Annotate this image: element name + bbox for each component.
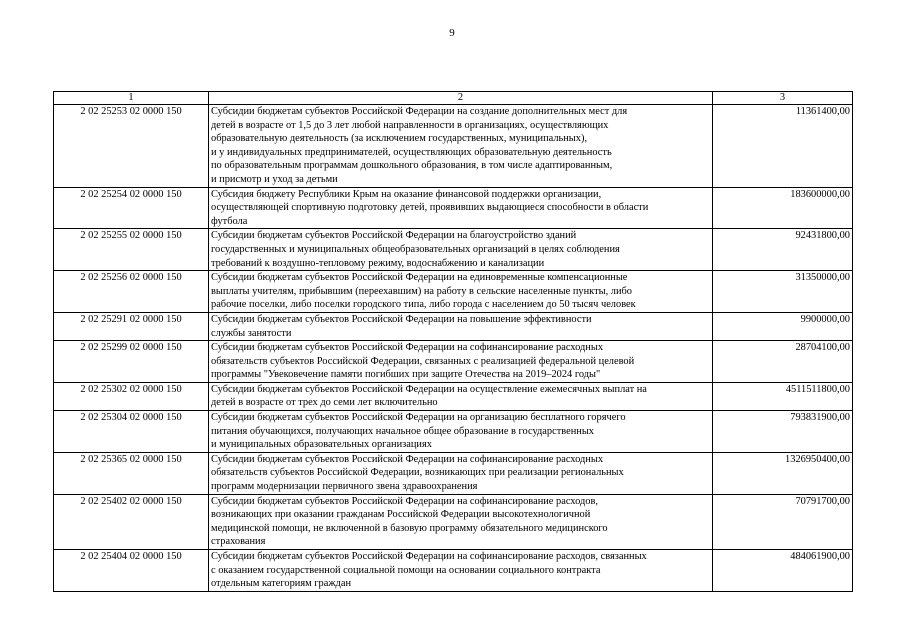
page-number: 9 [449,27,455,39]
header-row [54,92,853,105]
description-line: питания обучающихся, получающих начальное общее образование в государственных [211,425,595,437]
description-line: медицинской помощи, не включенной в базовую программу обязательного медицинского [211,522,608,534]
description-line: требований к воздушно-тепловому режиму, водоснабжению и канализации [211,257,545,269]
description-line: образовательную деятельность (за исключением государственных, муниципальных), [211,133,588,145]
description-line: Субсидии бюджетам субъектов Российской Федерации на создание дополнительных мест для [211,106,628,117]
column-header-description: 2 [209,92,713,105]
amount-cell: 92431800,00 [713,229,853,271]
amount-cell: 484061900,00 [713,550,853,592]
budget-table [53,91,853,592]
description-line: Субсидии бюджетам субъектов Российской Федерации на софинансирование расходных [211,342,604,354]
table-row [54,411,853,453]
description-line: детей в возрасте от 1,5 до 3 лет любой направленности в организациях, осуществляющих [211,119,609,131]
amount-cell: 70791700,00 [713,494,853,549]
description-line: детей в возрасте от трех до семи лет включительно [211,397,438,409]
amount-cell: 9900000,00 [713,312,853,340]
description-line: государственных и муниципальных общеобразовательных организаций в целях соблюдения [211,243,620,255]
table-row [54,187,853,229]
description-line: Субсидии бюджетам субъектов Российской Федерации на софинансирование расходов, [211,495,598,507]
table-row [54,382,853,410]
table-row [54,452,853,494]
description-line: возникающих при оказании гражданам Российской Федерации высокотехнологичной [211,509,591,521]
budget-code-cell: 2 02 25253 02 0000 150 [54,105,209,188]
description-line: Субсидии бюджетам субъектов Российской Федерации на единовременные компенсационные [211,272,628,284]
description-line: Субсидии бюджетам субъектов Российской Федерации на повышение эффективности [211,313,592,325]
description-cell [209,494,713,549]
description-line: страхования [211,536,266,548]
description-cell [209,312,713,340]
description-cell [209,271,713,313]
budget-code-cell: 2 02 25256 02 0000 150 [54,271,209,313]
table-row [54,229,853,271]
description-line: отдельным категориям граждан [211,578,351,590]
description-line: программы "Увековечение памяти погибших при защите Отечества на 2019–2024 годы" [211,369,601,381]
description-line: и муниципальных образовательных организациях [211,439,432,451]
budget-code-cell: 2 02 25402 02 0000 150 [54,494,209,549]
description-line: Субсидии бюджетам субъектов Российской Федерации на софинансирование расходных [211,453,604,465]
description-line: Субсидии бюджетам субъектов Российской Федерации на софинансирование расходов, связанных [211,551,647,562]
table-row [54,550,853,592]
description-line: Субсидии бюджетам субъектов Российской Федерации на благоустройство зданий [211,230,577,242]
description-line: службы занятости [211,327,292,339]
description-line: программ модернизации первичного звена здравоохранения [211,481,478,493]
description-line: футбола [211,215,248,227]
amount-cell: 183600000,00 [713,187,853,229]
description-line: обязательств субъектов Российской Федерации, связанных с реализацией федеральной целевой [211,355,635,367]
description-cell [209,382,713,410]
budget-code-cell: 2 02 25255 02 0000 150 [54,229,209,271]
description-cell [209,411,713,453]
budget-code-cell: 2 02 25365 02 0000 150 [54,452,209,494]
amount-cell: 1326950400,00 [713,452,853,494]
budget-code-cell: 2 02 25254 02 0000 150 [54,187,209,229]
amount-cell: 793831900,00 [713,411,853,453]
budget-code-cell: 2 02 25304 02 0000 150 [54,411,209,453]
description-line: и у индивидуальных предпринимателей, осуществляющих образовательную деятельность [211,146,612,158]
description-line: с оказанием государственной социальной помощи на основании социального контракта [211,564,601,576]
description-line: рабочие поселки, либо поселки городского типа, либо города с населением до 50 тысяч человек [211,299,636,311]
budget-code-cell: 2 02 25291 02 0000 150 [54,312,209,340]
description-cell [209,105,713,188]
budget-code-cell: 2 02 25302 02 0000 150 [54,382,209,410]
budget-code-cell: 2 02 25299 02 0000 150 [54,341,209,383]
description-line: выплаты учителям, прибывшим (переехавшим) на работу в сельские населенные пункты, либо [211,285,633,297]
description-line: обязательств субъектов Российской Федерации, возникающих при реализации региональных [211,467,624,479]
table-row [54,494,853,549]
description-line: и присмотр и уход за детьми [211,173,338,185]
table-row [54,271,853,313]
column-header-code: 1 [54,92,209,105]
column-header-amount: 3 [713,92,853,105]
description-cell [209,229,713,271]
description-cell [209,550,713,592]
description-line: осуществляющей спортивную подготовку детей, проявивших выдающиеся способности в области [211,202,649,214]
table-row [54,341,853,383]
table-row [54,105,853,188]
description-cell [209,452,713,494]
description-cell [209,341,713,383]
amount-cell: 28704100,00 [713,341,853,383]
description-cell [209,187,713,229]
description-line: Субсидии бюджетам субъектов Российской Федерации на организацию бесплатного горячего [211,412,626,424]
table-row [54,312,853,340]
budget-code-cell: 2 02 25404 02 0000 150 [54,550,209,592]
description-line: Субсидия бюджету Республики Крым на оказание финансовой поддержки организации, [211,188,602,200]
amount-cell: 11361400,00 [713,105,853,188]
description-line: по образовательным программам дошкольного образования, в том числе адаптированным, [211,160,613,172]
amount-cell: 31350000,00 [713,271,853,313]
amount-cell: 4511511800,00 [713,382,853,410]
description-line: Субсидии бюджетам субъектов Российской Федерации на осуществление ежемесячных выплат на [211,383,647,395]
